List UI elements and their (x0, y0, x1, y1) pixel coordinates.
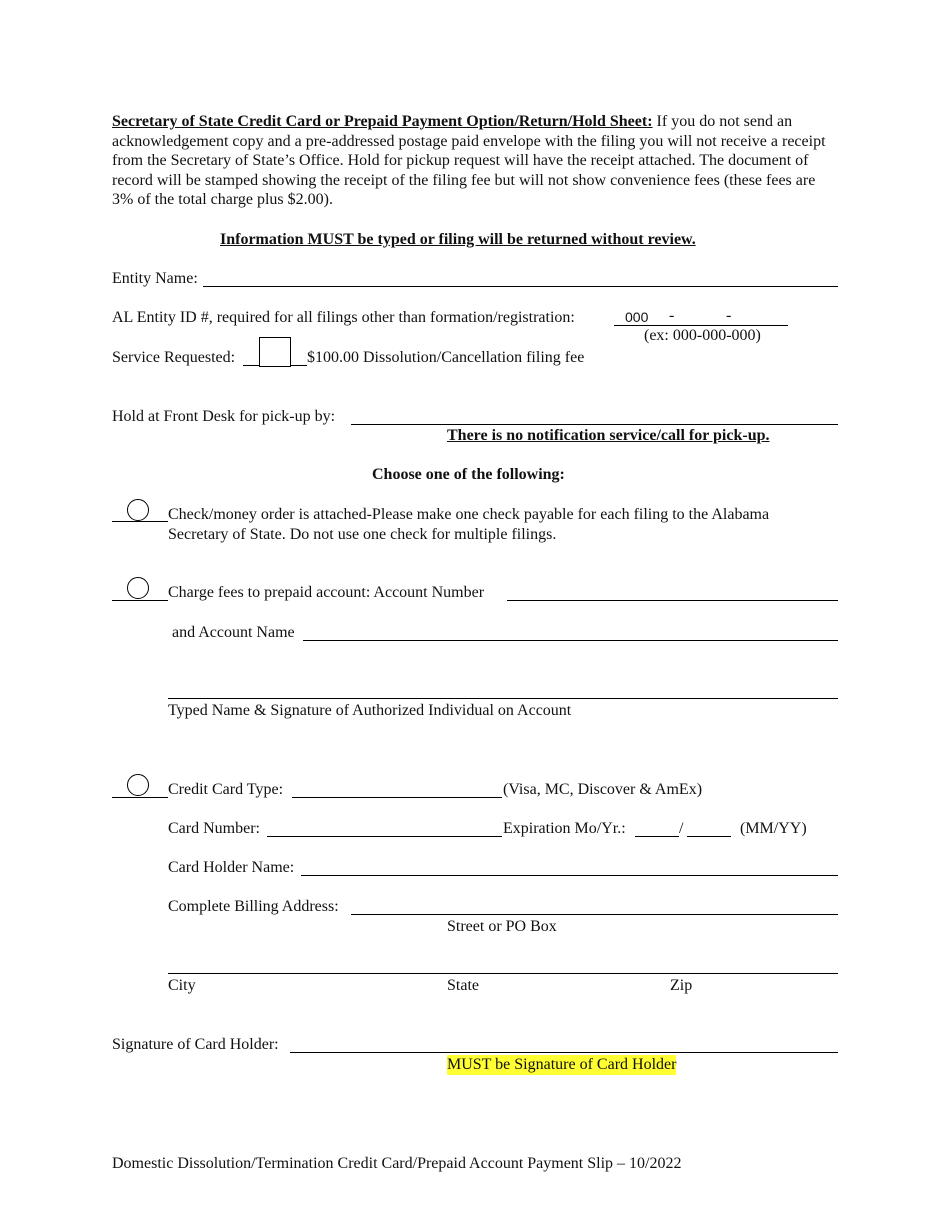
billing-address-label: Complete Billing Address: (168, 898, 339, 915)
footer-text: Domestic Dissolution/Termination Credit Card/Prepaid Account Payment Slip – 10/2022 (112, 1155, 682, 1172)
intro-body: If you do not send an acknowledgement copy and a pre-addressed postage paid envelope with the filing you will not receive a receipt from the Secretary of State’s Office. Hold for pickup request will have the receipt attached. The document of record will be stamped showing the receipt of the filing fee but will not show convenience fees (these fees are 3% of the total charge plus $2.00). (112, 113, 826, 209)
hold-note: There is no notification service/call for pick-up. (447, 427, 770, 444)
entity-id-dash-1: - (669, 307, 675, 324)
billing-city-state-zip-field[interactable] (168, 973, 838, 974)
card-type-label: Credit Card Type: (168, 781, 284, 798)
check-option-underline (112, 521, 168, 522)
card-holder-signature-field[interactable] (290, 1052, 838, 1053)
street-caption: Street or PO Box (447, 918, 557, 935)
authorized-signature-field[interactable] (168, 698, 838, 699)
expiration-month-field[interactable] (635, 836, 679, 837)
entity-id-label: AL Entity ID #, required for all filings other than formation/registration: (112, 309, 575, 326)
entity-id-prefix: 000 (625, 309, 649, 325)
service-requested-label: Service Requested: (112, 349, 236, 366)
account-number-label: Charge fees to prepaid account: Account Number (168, 584, 485, 601)
entity-id-dash-2: - (726, 307, 732, 324)
intro-heading: Secretary of State Credit Card or Prepaid Payment Option/Return/Hold Sheet: (112, 113, 653, 130)
city-caption: City (168, 977, 196, 994)
authorized-signature-label: Typed Name & Signature of Authorized Individual on Account (168, 702, 572, 719)
check-option-line2: Secretary of State. Do not use one check for multiple filings. (168, 526, 557, 543)
card-number-field[interactable] (267, 836, 502, 837)
expiration-label: Expiration Mo/Yr.: (503, 820, 626, 837)
prepaid-option-underline (112, 600, 168, 601)
expiration-year-field[interactable] (687, 836, 731, 837)
expiration-hint: (MM/YY) (740, 820, 807, 837)
choose-heading: Choose one of the following: (372, 466, 565, 483)
hold-label: Hold at Front Desk for pick-up by: (112, 408, 336, 425)
card-option-underline (112, 797, 168, 798)
account-name-field[interactable] (303, 640, 838, 641)
account-name-label: and Account Name (172, 624, 295, 641)
card-holder-signature-label: Signature of Card Holder: (112, 1036, 279, 1053)
account-number-field[interactable] (507, 600, 838, 601)
card-type-field[interactable] (292, 797, 502, 798)
prepaid-option-radio[interactable] (127, 577, 149, 599)
typed-notice: Information MUST be typed or filing will be returned without review. (220, 231, 696, 248)
state-caption: State (447, 977, 479, 994)
card-option-radio[interactable] (127, 774, 149, 796)
billing-street-field[interactable] (351, 914, 838, 915)
entity-name-field[interactable] (203, 286, 838, 287)
entity-id-example: (ex: 000-000-000) (644, 327, 761, 344)
intro-paragraph (112, 112, 836, 210)
zip-caption: Zip (670, 977, 693, 994)
hold-field[interactable] (351, 424, 838, 425)
card-type-hint: (Visa, MC, Discover & AmEx) (503, 781, 703, 798)
expiration-slash: / (679, 820, 684, 837)
signature-note: MUST be Signature of Card Holder (447, 1056, 677, 1073)
card-holder-name-field[interactable] (301, 875, 838, 876)
entity-name-label: Entity Name: (112, 270, 198, 287)
check-option-line1: Check/money order is attached-Please make one check payable for each filing to the Alabama (168, 506, 770, 523)
service-option-label: $100.00 Dissolution/Cancellation filing fee (307, 349, 585, 366)
card-holder-name-label: Card Holder Name: (168, 859, 295, 876)
card-number-label: Card Number: (168, 820, 260, 837)
check-option-radio[interactable] (127, 499, 149, 521)
service-checkbox[interactable] (259, 337, 291, 367)
